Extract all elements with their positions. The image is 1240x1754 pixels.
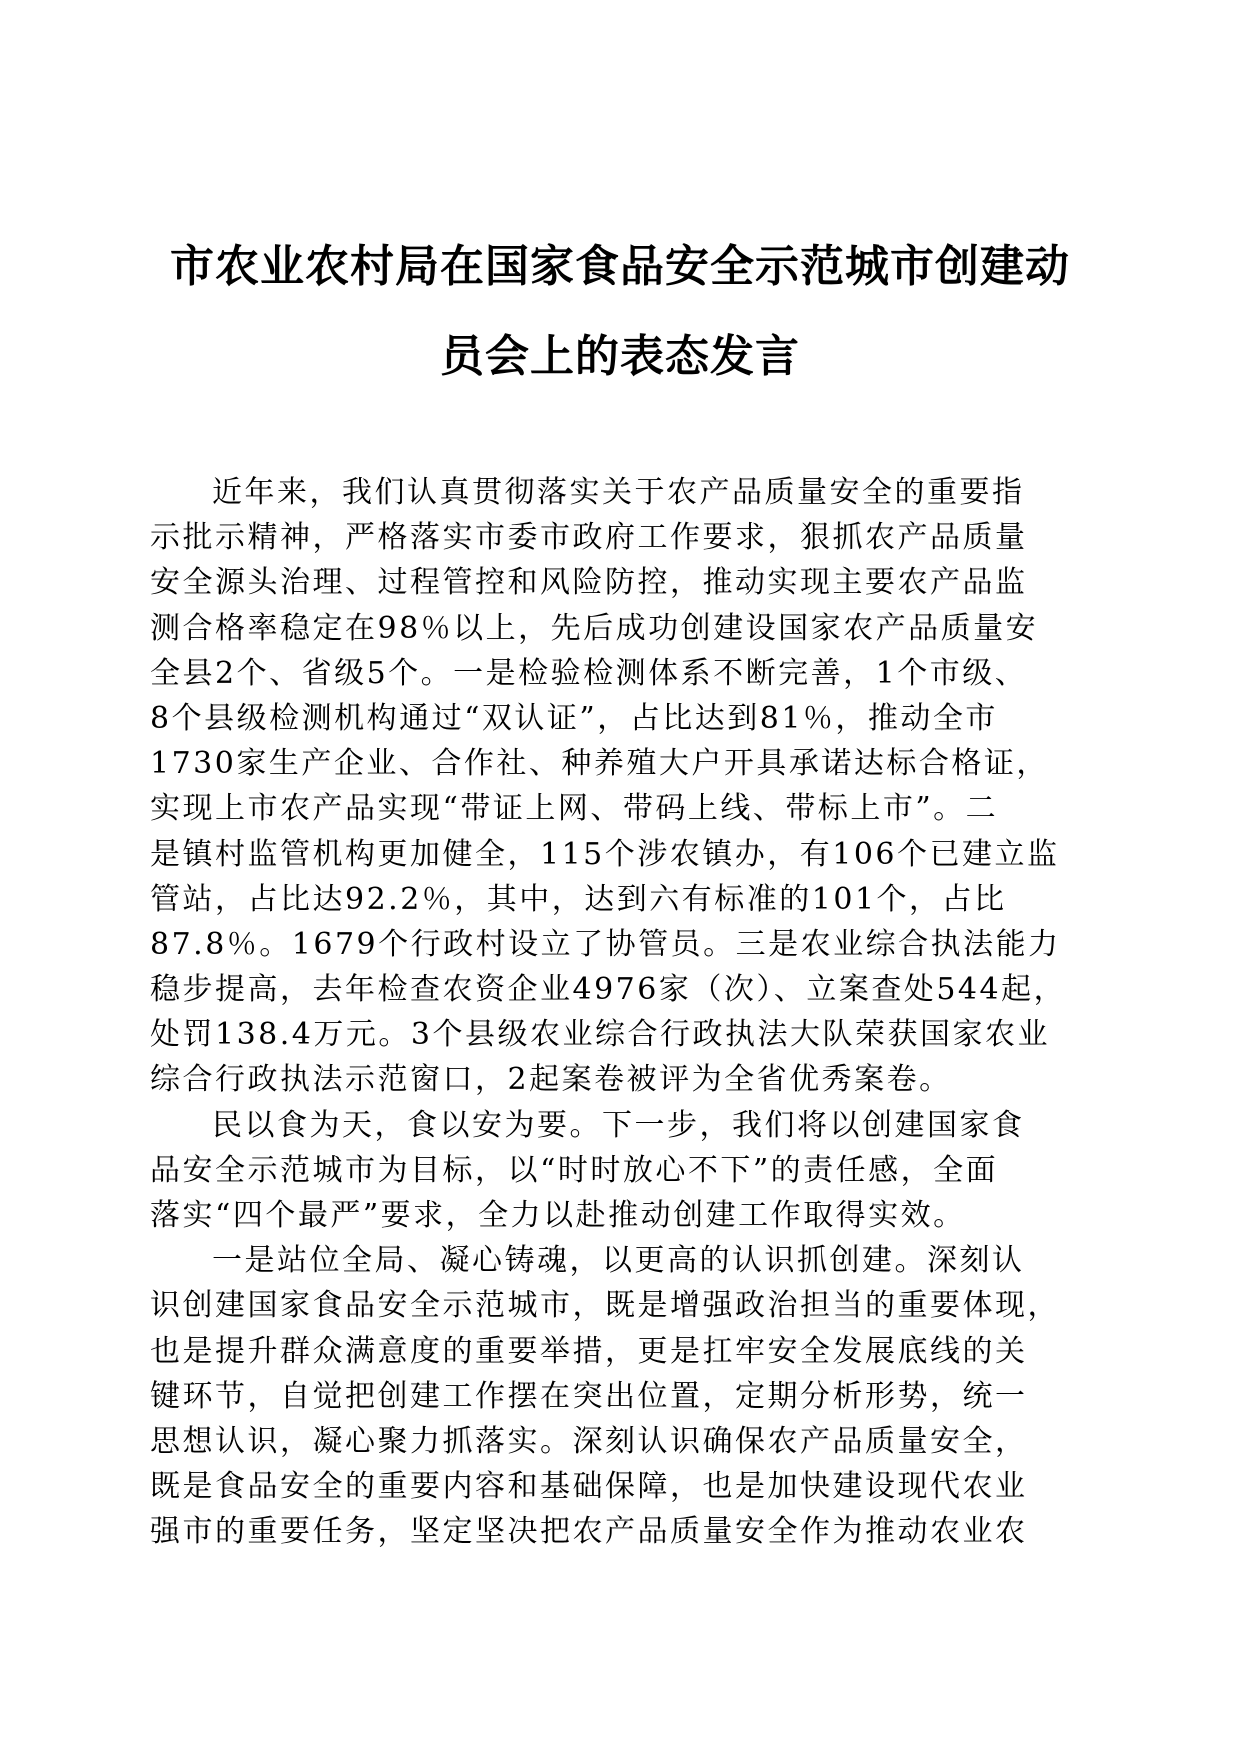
text-line: 8个县级检测机构通过“双认证”，占比达到81％，推动全市 (150, 700, 998, 736)
paragraph-next-steps (150, 1103, 1080, 1239)
document-body (150, 470, 1080, 1555)
text-line: 测合格率稳定在98％以上，先后成功创建设国家农产品质量安 (150, 610, 1039, 646)
text-line: 强市的重要任务，坚定坚决把农产品质量安全作为推动农业农 (150, 1514, 1028, 1550)
title-line-2: 员会上的表态发言 (440, 331, 800, 382)
text-line: 示批示精神，严格落实市委市政府工作要求，狠抓农产品质量 (150, 520, 1028, 556)
text-line: 综合行政执法示范窗口，2起案卷被评为全省优秀案卷。 (150, 1062, 952, 1098)
text-line: 近年来，我们认真贯彻落实关于农产品质量安全的重要指 (212, 475, 1025, 510)
paragraph-point-one (150, 1238, 1080, 1554)
text-line: 一是站位全局、凝心铸魂，以更高的认识抓创建。深刻认 (212, 1243, 1025, 1279)
text-line: 全县2个、省级5个。一是检验检测体系不断完善，1个市级、 (150, 655, 1028, 691)
text-line: 品安全示范城市为目标，以“时时放心不下”的责任感，全面 (150, 1152, 999, 1188)
document-title (150, 222, 1090, 402)
text-line: 识创建国家食品安全示范城市，既是增强政治担当的重要体现， (150, 1288, 1060, 1324)
text-line: 既是食品安全的重要内容和基础保障，也是加快建设现代农业 (150, 1469, 1028, 1505)
text-line: 87.8％。1679个行政村设立了协管员。三是农业综合执法能力 (150, 926, 1061, 962)
paragraph-achievements (150, 470, 1080, 1103)
text-line: 处罚138.4万元。3个县级农业综合行政执法大队荣获国家农业 (150, 1017, 1050, 1053)
text-line: 也是提升群众满意度的重要举措，更是扛牢安全发展底线的关 (150, 1333, 1028, 1369)
text-line: 是镇村监管机构更加健全，115个涉农镇办，有106个已建立监 (150, 836, 1060, 872)
text-line: 管站，占比达92.2％，其中，达到六有标准的101个，占比 (150, 881, 1007, 917)
text-line: 思想认识，凝心聚力抓落实。深刻认识确保农产品质量安全， (150, 1423, 1028, 1459)
text-line: 安全源头治理、过程管控和风险防控，推动实现主要农产品监 (150, 565, 1028, 601)
text-line: 民以食为天，食以安为要。下一步，我们将以创建国家食 (212, 1107, 1025, 1143)
text-line: 1730家生产企业、合作社、种养殖大户开具承诺达标合格证， (150, 746, 1049, 782)
title-line-1: 市农业农村局在国家食品安全示范城市创建动 (170, 241, 1070, 292)
text-line: 落实“四个最严”要求，全力以赴推动创建工作取得实效。 (150, 1198, 966, 1233)
text-line: 键环节，自觉把创建工作摆在突出位置，定期分析形势，统一 (150, 1378, 1028, 1414)
text-line: 稳步提高，去年检查农资企业4976家（次）、立案查处544起， (150, 972, 1067, 1008)
text-line: 实现上市农产品实现“带证上网、带码上线、带标上市”。二 (150, 791, 999, 827)
